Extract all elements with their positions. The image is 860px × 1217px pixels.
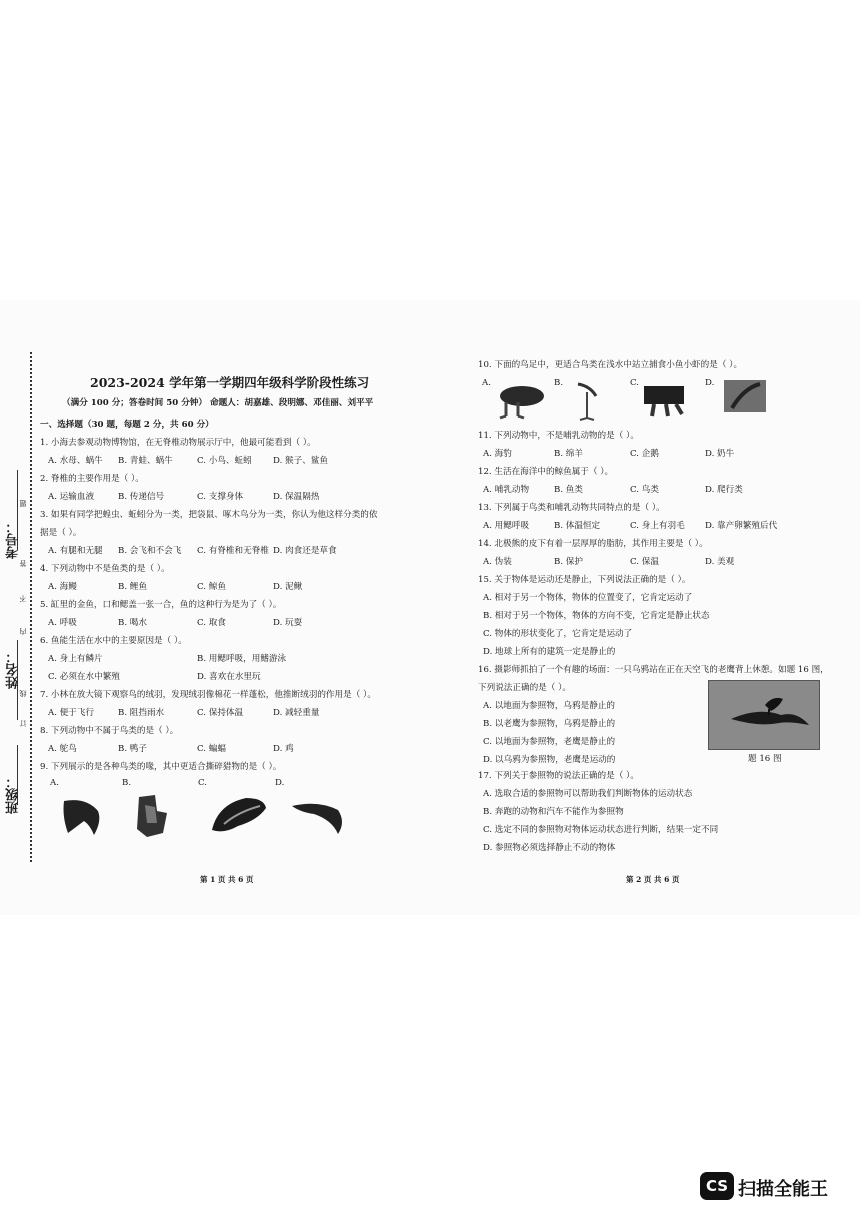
q6-option-b: B. 用鳃呼吸，用鳍游泳 xyxy=(197,654,287,664)
question-7: 7. 小林在放大镜下观察鸟的绒羽，发现绒羽像棉花一样蓬松，他推断绒羽的作用是（ ）。 xyxy=(40,690,376,700)
q13-option-a: A. 用鳃呼吸 xyxy=(483,521,530,531)
q14-option-b: B. 保护 xyxy=(554,557,583,567)
q4-option-d: D. 泥鳅 xyxy=(273,582,303,592)
foot-b-image xyxy=(572,382,602,422)
q5-option-a: A. 呼吸 xyxy=(48,618,77,628)
q8-option-b: B. 鸭子 xyxy=(118,744,147,754)
binding-note: 题 xyxy=(19,500,27,507)
q7-option-d: D. 减轻重量 xyxy=(273,708,320,718)
q8-option-d: D. 鸡 xyxy=(273,744,294,754)
q2-option-d: D. 保温隔热 xyxy=(273,492,320,502)
beak-d-image xyxy=(288,798,348,838)
q10-label-c: C. xyxy=(630,378,640,388)
q4-option-a: A. 海鳗 xyxy=(48,582,77,592)
q1-option-b: B. 青蛙、蜗牛 xyxy=(118,456,173,466)
camscanner-logo: CS xyxy=(700,1172,734,1200)
beak-a-image xyxy=(60,795,105,840)
q5-option-b: B. 喝水 xyxy=(118,618,147,628)
foot-a-image xyxy=(492,384,548,420)
q17-option-a: A. 选取合适的参照物可以帮助我们判断物体的运动状态 xyxy=(483,789,693,799)
q16-option-d: D. 以乌鸦为参照物，老鹰是运动的 xyxy=(483,755,616,765)
q7-option-b: B. 阻挡雨水 xyxy=(118,708,165,718)
q6-option-c: C. 必须在水中繁殖 xyxy=(48,672,120,682)
q13-option-d: D. 靠产卵繁殖后代 xyxy=(705,521,778,531)
question-10: 10. 下面的鸟足中，更适合鸟类在浅水中站立捕食小鱼小虾的是（ ）。 xyxy=(478,360,743,370)
q4-option-c: C. 鲸鱼 xyxy=(197,582,226,592)
camscanner-brand-text: 扫描全能王 xyxy=(738,1179,828,1200)
q3-option-a: A. 有腿和无腿 xyxy=(48,546,103,556)
q5-option-d: D. 玩耍 xyxy=(273,618,303,628)
figure-16-photo xyxy=(708,680,820,750)
q16-option-b: B. 以老鹰为参照物，乌鸦是静止的 xyxy=(483,719,616,729)
q12-option-b: B. 鱼类 xyxy=(554,485,583,495)
page-subtitle: （满分 100 分；答卷时间 50 分钟） 命题人：胡嘉雄、段明娜、邓佳丽、刘平平 xyxy=(62,398,374,408)
q15-option-b: B. 相对于另一个物体，物体的方向不变，它肯定是静止状态 xyxy=(483,611,710,621)
q9-label-d: D. xyxy=(275,778,285,788)
q15-option-a: A. 相对于另一个物体，物体的位置变了，它肯定运动了 xyxy=(483,593,693,603)
q11-option-a: A. 海豹 xyxy=(483,449,512,459)
q2-option-b: B. 传递信号 xyxy=(118,492,165,502)
page-footer: 第 2 页 共 6 页 xyxy=(626,875,680,884)
q8-option-a: A. 鸵鸟 xyxy=(48,744,77,754)
question-4: 4. 下列动物中不是鱼类的是（ ）。 xyxy=(40,564,170,574)
q11-option-c: C. 企鹅 xyxy=(630,449,659,459)
q14-option-c: C. 保温 xyxy=(630,557,659,567)
question-3-line1: 3. 如果有同学把蝗虫、蚯蚓分为一类，把袋鼠、啄木鸟分为一类，你认为他这样分类的依 xyxy=(40,510,378,520)
q13-option-c: C. 身上有羽毛 xyxy=(630,521,685,531)
q10-label-b: B. xyxy=(554,378,564,388)
q3-option-b: B. 会飞和不会飞 xyxy=(118,546,182,556)
question-13: 13. 下列属于鸟类和哺乳动物共同特点的是（ ）。 xyxy=(478,503,665,513)
q8-option-c: C. 蝙蝠 xyxy=(197,744,226,754)
question-3-line2: 据是（ ）。 xyxy=(40,528,82,538)
q13-option-b: B. 体温恒定 xyxy=(554,521,601,531)
q9-label-a: A. xyxy=(50,778,59,788)
q1-option-c: C. 小鸟、蚯蚓 xyxy=(197,456,252,466)
q6-option-d: D. 喜欢在水里玩 xyxy=(197,672,261,682)
binding-note: 线 xyxy=(19,690,27,697)
binding-note: 不 xyxy=(19,595,27,602)
question-8: 8. 下列动物中不属于鸟类的是（ ）。 xyxy=(40,726,179,736)
foot-c-image xyxy=(640,384,692,420)
q11-option-d: D. 奶牛 xyxy=(705,449,735,459)
binding-note: 订 xyxy=(19,720,27,727)
name-label: 姓名： xyxy=(6,650,21,689)
q10-label-d: D. xyxy=(705,378,715,388)
section-heading: 一、选择题（30 题，每题 2 分，共 60 分） xyxy=(40,420,214,430)
q7-option-a: A. 便于飞行 xyxy=(48,708,95,718)
q6-option-a: A. 身上有鳞片 xyxy=(48,654,103,664)
q12-option-a: A. 哺乳动物 xyxy=(483,485,530,495)
q17-option-b: B. 奔跑的动物和汽车不能作为参照物 xyxy=(483,807,624,817)
q16-option-c: C. 以地面为参照物，老鹰是静止的 xyxy=(483,737,616,747)
q4-option-b: B. 鲤鱼 xyxy=(118,582,147,592)
q16-option-a: A. 以地面为参照物，乌鸦是静止的 xyxy=(483,701,615,711)
question-6: 6. 鱼能生活在水中的主要原因是（ ）。 xyxy=(40,636,187,646)
page-footer: 第 1 页 共 6 页 xyxy=(200,875,254,884)
question-15: 15. 关于物体是运动还是静止，下列说法正确的是（ ）。 xyxy=(478,575,691,585)
q12-option-d: D. 爬行类 xyxy=(705,485,743,495)
question-16-line1: 16. 摄影师抓拍了一个有趣的场面：一只乌鸦站在正在天空飞的老鹰背上休憩。如题 16 图， xyxy=(478,665,829,675)
q3-option-d: D. 肉食还是草食 xyxy=(273,546,337,556)
beak-c-image xyxy=(208,794,270,838)
q15-option-c: C. 物体的形状变化了，它肯定是运动了 xyxy=(483,629,633,639)
question-9: 9. 下列展示的是各种鸟类的喙，其中更适合撕碎猎物的是（ ）。 xyxy=(40,762,282,772)
q12-option-c: C. 鸟类 xyxy=(630,485,659,495)
question-2: 2. 脊椎的主要作用是（ ）。 xyxy=(40,474,144,484)
class-label: 班级： xyxy=(6,775,21,814)
q9-label-b: B. xyxy=(122,778,132,788)
page-title: 2023-2024 学年第一学期四年级科学阶段性练习 xyxy=(90,375,370,390)
binding-dotted-line xyxy=(30,352,32,862)
beak-b-image xyxy=(133,793,173,839)
question-16-line2: 下列说法正确的是（ ）。 xyxy=(478,683,571,693)
q1-option-d: D. 猴子、鲨鱼 xyxy=(273,456,329,466)
q2-option-a: A. 运输血液 xyxy=(48,492,95,502)
q2-option-c: C. 支撑身体 xyxy=(197,492,244,502)
q11-option-b: B. 绵羊 xyxy=(554,449,583,459)
q15-option-d: D. 地球上所有的建筑一定是静止的 xyxy=(483,647,616,657)
eagle-and-crow-image xyxy=(709,681,819,749)
q1-option-a: A. 水母、蜗牛 xyxy=(48,456,103,466)
question-11: 11. 下列动物中，不是哺乳动物的是（ ）。 xyxy=(478,431,639,441)
binding-note: 答 xyxy=(19,560,27,567)
q5-option-c: C. 取食 xyxy=(197,618,226,628)
question-14: 14. 北极熊的皮下有着一层厚厚的脂肪，其作用主要是（ ）。 xyxy=(478,539,708,549)
q14-option-a: A. 伪装 xyxy=(483,557,512,567)
q3-option-c: C. 有脊椎和无脊椎 xyxy=(197,546,269,556)
question-5: 5. 缸里的金鱼，口和鳃盖一张一合，鱼的这种行为是为了（ ）。 xyxy=(40,600,282,610)
q17-option-d: D. 参照物必须选择静止不动的物体 xyxy=(483,843,616,853)
exam-number-label: 考号： xyxy=(6,520,21,559)
question-17: 17. 下列关于参照物的说法正确的是（ ）。 xyxy=(478,771,639,781)
q7-option-c: C. 保持体温 xyxy=(197,708,244,718)
figure-16-caption: 题 16 图 xyxy=(748,754,782,764)
q10-label-a: A. xyxy=(482,378,491,388)
q14-option-d: D. 美观 xyxy=(705,557,735,567)
question-12: 12. 生活在海洋中的鲸鱼属于（ ）。 xyxy=(478,467,614,477)
question-1: 1. 小海去参观动物博物馆，在无脊椎动物展示厅中，他最可能看到（ ）。 xyxy=(40,438,316,448)
q17-option-c: C. 选定不同的参照物对物体运动状态进行判断，结果一定不同 xyxy=(483,825,719,835)
q9-label-c: C. xyxy=(198,778,208,788)
foot-d-image xyxy=(722,380,768,414)
binding-note: 内 xyxy=(19,628,27,635)
